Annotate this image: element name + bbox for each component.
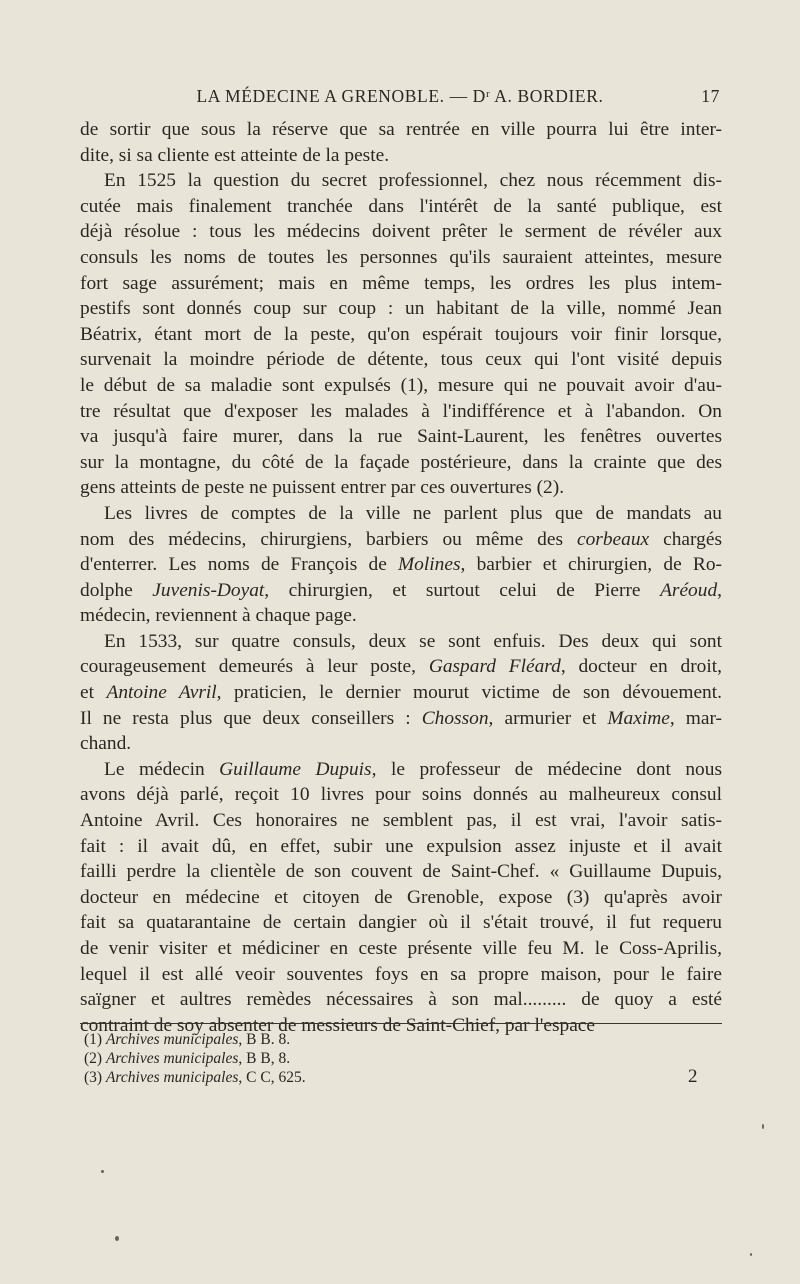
text-run: Le médecin	[104, 758, 220, 780]
italic-text: Chosson	[421, 707, 489, 729]
text-line	[80, 680, 722, 706]
text-run: pestifs sont donnés coup sur coup : un habitant de la ville, nommé Jean	[80, 298, 722, 320]
text-line	[80, 168, 722, 194]
text-line	[80, 962, 722, 988]
text-run: gens atteints de peste ne puissent entrer par ces ouvertures (2).	[80, 477, 565, 499]
text-run: sur la montagne, du côté de la façade postérieure, dans la crainte que des	[80, 451, 722, 473]
text-run: chand.	[80, 733, 132, 755]
text-run: , le professeur de médecine dont nous	[371, 758, 722, 780]
footnote	[80, 1068, 722, 1087]
text-run: avons déjà parlé, reçoit 10 livres pour soins donnés au malheureux consul	[80, 784, 722, 806]
text-line	[80, 322, 722, 348]
text-run: , B B, 8.	[238, 1050, 291, 1067]
text-run: Les livres de comptes de la ville ne parlent plus que de mandats au	[104, 502, 722, 524]
text-line	[80, 194, 722, 220]
body-text	[80, 117, 722, 1038]
text-line	[80, 757, 722, 783]
italic-text: corbeaux	[577, 528, 650, 550]
running-title: LA MÉDECINE A GRENOBLE. — Dʳ A. BORDIER.	[196, 86, 604, 106]
text-run: d'enterrer. Les noms de François de	[80, 554, 399, 576]
text-run: , mar-	[669, 707, 722, 729]
text-line	[80, 373, 722, 399]
italic-text: Antoine Avril	[106, 682, 217, 704]
text-run: , armurier et	[488, 707, 608, 729]
text-line	[80, 987, 722, 1013]
paper-speck	[750, 1253, 752, 1256]
text-run: Il ne resta plus que deux conseillers :	[80, 707, 422, 729]
text-line	[80, 475, 722, 501]
text-run: Antoine Avril. Ces honoraires ne semblent pas, il est vrai, l'avoir satis-	[80, 810, 722, 832]
text-line	[80, 271, 722, 297]
text-line	[80, 910, 722, 936]
text-line	[80, 603, 722, 629]
running-header	[80, 86, 720, 110]
text-line	[80, 117, 722, 143]
text-line	[80, 629, 722, 655]
text-line	[80, 245, 722, 271]
paper-speck	[762, 1124, 764, 1129]
italic-text: Juvenis-Doyat	[152, 579, 265, 601]
text-line	[80, 706, 722, 732]
text-run: de venir visiter et médiciner en ceste présente ville feu M. le Coss-Aprilis,	[80, 938, 722, 959]
text-line	[80, 808, 722, 834]
text-run: (2)	[84, 1050, 106, 1067]
text-line	[80, 501, 722, 527]
footnotes	[80, 1030, 722, 1087]
text-line	[80, 527, 722, 553]
text-line	[80, 296, 722, 322]
text-run: , praticien, le dernier mourut victime de son dévouement.	[216, 682, 722, 704]
text-run: courageusement demeurés à leur poste,	[80, 656, 429, 678]
text-run: , C C, 625.	[238, 1069, 306, 1086]
text-run: et	[80, 682, 107, 704]
text-run: lequel il est allé veoir souventes foys en sa propre maison, pour le faire	[80, 963, 722, 985]
paper-speck	[115, 1236, 119, 1241]
text-run: En 1533, sur quatre consuls, deux se sont enfuis. Des deux qui sont	[104, 630, 722, 652]
footnote	[80, 1030, 722, 1049]
text-line	[80, 552, 722, 578]
text-line	[80, 834, 722, 860]
text-run: dolphe	[80, 579, 153, 601]
text-line	[80, 782, 722, 808]
italic-text: Archives municipales	[105, 1031, 239, 1048]
text-run: , chirurgien, et surtout celui de Pierre	[264, 579, 661, 601]
text-run: , B B. 8.	[238, 1031, 291, 1048]
text-line	[80, 578, 722, 604]
text-line	[80, 347, 722, 373]
text-run: , docteur en droit,	[560, 656, 722, 678]
text-line	[80, 936, 722, 962]
text-run: chargés	[649, 528, 722, 550]
text-line	[80, 885, 722, 911]
text-run: consuls les noms de toutes les personnes qu'ils sauraient atteintes, mesure	[80, 246, 722, 268]
text-line	[80, 450, 722, 476]
italic-text: Maxime	[607, 707, 670, 729]
text-run: dite, si sa cliente est atteinte de la peste.	[80, 144, 390, 166]
text-run: survenait la moindre période de détente, tous ceux qui l'ont visité depuis	[80, 349, 722, 371]
footnote-rule	[80, 1023, 722, 1024]
text-run: le début de sa maladie sont expulsés (1), mesure qui ne pouvait avoir d'au-	[80, 374, 722, 396]
text-run: ,	[717, 579, 723, 601]
text-run: déjà résolue : tous les médecins doivent prêter le serment de révéler aux	[80, 221, 722, 243]
text-run: (1)	[84, 1031, 106, 1048]
text-run: En 1525 la question du secret professionnel, chez nous récemment dis-	[104, 170, 722, 192]
italic-text: Archives municipales	[105, 1069, 239, 1086]
text-run: cutée mais finalement tranchée dans l'intérêt de la santé publique, est	[80, 195, 722, 217]
text-run: nom des médecins, chirurgiens, barbiers ou même des	[80, 528, 577, 550]
text-run: de sortir que sous la réserve que sa rentrée en ville pourra lui être inter-	[80, 119, 722, 140]
text-run: tre résultat que d'exposer les malades à l'indifférence et à l'abandon. On	[80, 400, 722, 422]
text-run: saïgner et aultres remèdes nécessaires à son mal......... de quoy a esté	[80, 989, 722, 1011]
text-line	[80, 731, 722, 757]
italic-text: Gaspard Fléard	[428, 656, 561, 678]
text-run: docteur en médecine et citoyen de Grenoble, expose (3) qu'après avoir	[80, 886, 722, 908]
text-run: médecin, reviennent à chaque page.	[80, 605, 357, 627]
page-number: 17	[701, 86, 720, 106]
text-line	[80, 143, 722, 169]
text-line	[80, 219, 722, 245]
text-line	[80, 424, 722, 450]
italic-text: Aréoud	[660, 579, 718, 601]
text-run: (3)	[84, 1069, 106, 1086]
text-line	[80, 399, 722, 425]
text-run: va jusqu'à faire murer, dans la rue Saint-Laurent, les fenêtres ouvertes	[80, 426, 722, 448]
text-run: fort sage assurément; mais en même temps, les ordres les plus intem-	[80, 272, 722, 294]
signature-mark: 2	[688, 1066, 698, 1087]
text-run: contraint de soy absenter de messieurs de Saint-Chief, par l'espace	[80, 1014, 596, 1036]
paper-speck	[101, 1170, 104, 1173]
text-run: fait : il avait dû, en effet, subir une expulsion assez injuste et il avait	[80, 835, 722, 857]
text-run: fait sa quatarantaine de certain dangier où il s'était trouvé, il fut requeru	[80, 912, 722, 934]
italic-text: Guillaume Dupuis	[219, 758, 372, 780]
text-run: Béatrix, étant mort de la peste, qu'on espérait toujours voir finir lorsque,	[80, 323, 722, 345]
text-line	[80, 859, 722, 885]
italic-text: Molines	[398, 554, 461, 576]
footnote	[80, 1049, 722, 1068]
italic-text: Archives municipales	[105, 1050, 239, 1067]
text-run: failli perdre la clientèle de son couvent de Saint-Chef. « Guillaume Dupuis,	[80, 861, 722, 883]
text-run: , barbier et chirurgien, de Ro-	[460, 554, 722, 576]
text-line	[80, 654, 722, 680]
